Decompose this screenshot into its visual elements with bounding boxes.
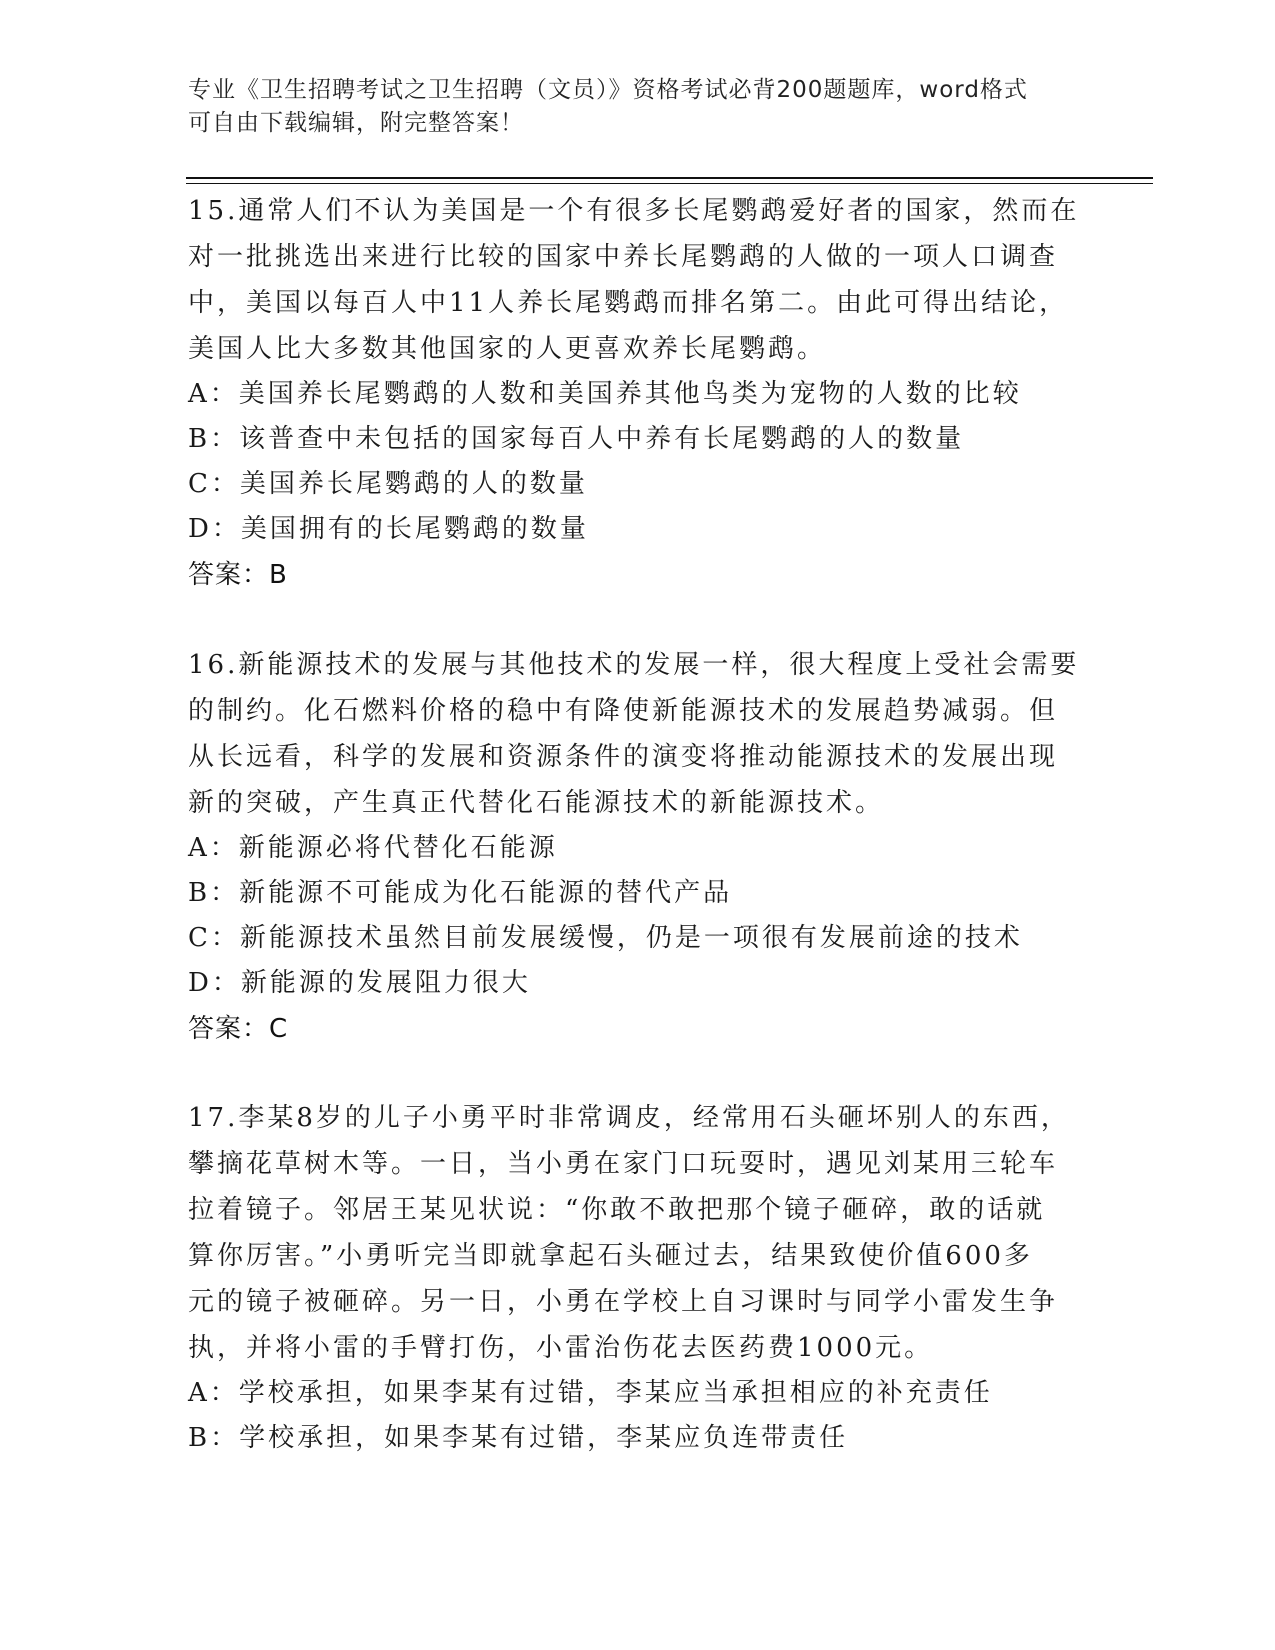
document-header <box>188 74 1068 140</box>
question-stem-line: 攀摘花草树木等。一日，当小勇在家门口玩耍时，遇见刘某用三轮车 <box>188 1149 1059 1179</box>
question-stem-line: 从长远看，科学的发展和资源条件的演变将推动能源技术的发展出现 <box>188 742 1059 772</box>
answer-label: 答案：B <box>188 560 288 590</box>
option-d: D：新能源的发展阻力很大 <box>188 968 531 998</box>
option-b: B：学校承担，如果李某有过错，李某应负连带责任 <box>188 1423 849 1453</box>
header-line-1: 专业《卫生招聘考试之卫生招聘（文员）》资格考试必背200题题库，word格式 <box>188 77 1028 103</box>
option-a: A：美国养长尾鹦鹉的人数和美国养其他鸟类为宠物的人数的比较 <box>188 379 1022 409</box>
option-c: C：美国养长尾鹦鹉的人的数量 <box>188 469 588 499</box>
question-stem-line: 15.通常人们不认为美国是一个有很多长尾鹦鹉爱好者的国家，然而在 <box>188 196 1080 226</box>
question-stem-line: 算你厉害。”小勇听完当即就拿起石头砸过去，结果致使价值600多 <box>188 1241 1033 1271</box>
question-stem-line: 美国人比大多数其他国家的人更喜欢养长尾鹦鹉。 <box>188 334 827 364</box>
question-stem-line: 中，美国以每百人中11人养长尾鹦鹉而排名第二。由此可得出结论， <box>188 288 1069 318</box>
question-stem-line: 新的突破，产生真正代替化石能源技术的新能源技术。 <box>188 788 885 818</box>
question-15 <box>188 188 1088 598</box>
answer-label: 答案：C <box>188 1014 289 1044</box>
question-stem-line: 对一批挑选出来进行比较的国家中养长尾鹦鹉的人做的一项人口调查 <box>188 242 1059 272</box>
option-c: C：新能源技术虽然目前发展缓慢，仍是一项很有发展前途的技术 <box>188 923 1023 953</box>
question-stem-line: 的制约。化石燃料价格的稳中有降使新能源技术的发展趋势减弱。但 <box>188 696 1059 726</box>
question-stem-line: 执，并将小雷的手臂打伤，小雷治伤花去医药费1000元。 <box>188 1333 934 1363</box>
question-16 <box>188 642 1088 1052</box>
option-b: B：新能源不可能成为化石能源的替代产品 <box>188 878 733 908</box>
option-b: B：该普查中未包括的国家每百人中养有长尾鹦鹉的人的数量 <box>188 424 965 454</box>
header-divider-thin <box>186 183 1153 184</box>
header-line-2: 可自由下载编辑，附完整答案！ <box>188 110 524 136</box>
question-stem-line: 拉着镜子。邻居王某见状说：“你敢不敢把那个镜子砸碎，敢的话就 <box>188 1195 1046 1225</box>
question-17 <box>188 1095 1088 1461</box>
question-stem-line: 元的镜子被砸碎。另一日，小勇在学校上自习课时与同学小雷发生争 <box>188 1287 1059 1317</box>
question-stem-line: 17.李某8岁的儿子小勇平时非常调皮，经常用石头砸坏别人的东西， <box>188 1103 1070 1133</box>
option-d: D：美国拥有的长尾鹦鹉的数量 <box>188 514 589 544</box>
option-a: A：新能源必将代替化石能源 <box>188 833 558 863</box>
option-a: A：学校承担，如果李某有过错，李某应当承担相应的补充责任 <box>188 1378 993 1408</box>
question-stem-line: 16.新能源技术的发展与其他技术的发展一样，很大程度上受社会需要 <box>188 650 1080 680</box>
header-divider-thick <box>186 177 1153 179</box>
